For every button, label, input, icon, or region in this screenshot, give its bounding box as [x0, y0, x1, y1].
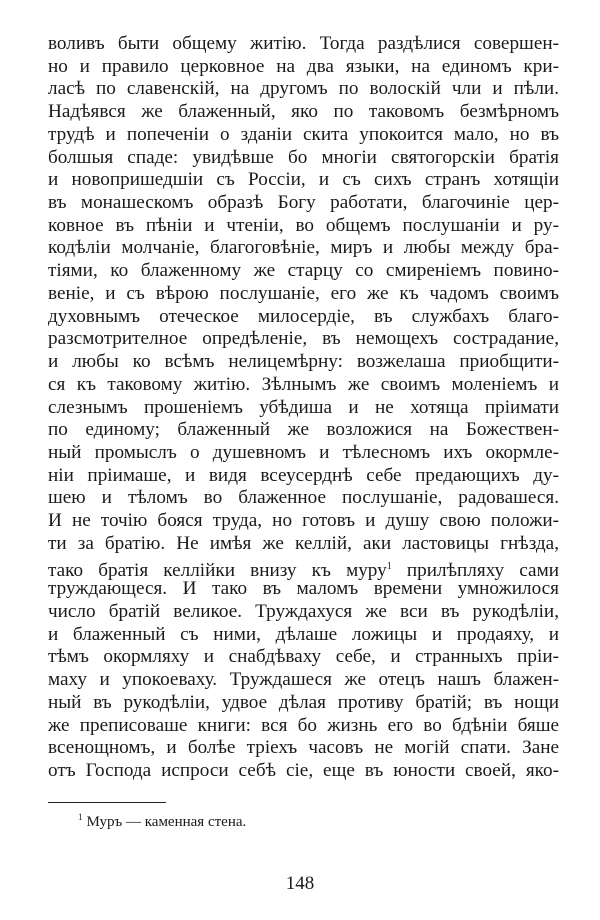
text-line — [48, 374, 559, 397]
text-line-content: ти за братію. Не имѣя же келлій, аки ластовицы гнѣзда, — [48, 532, 559, 554]
text-line — [48, 737, 559, 760]
text-line — [48, 533, 559, 556]
text-line-content: тако братія келлійки внизу къ муру — [48, 559, 387, 581]
text-line — [48, 33, 559, 56]
text-line-content: но и правило церковное на два языки, на единомъ кри- — [48, 55, 559, 77]
text-line — [48, 215, 559, 238]
text-line — [48, 487, 559, 510]
text-line — [48, 124, 559, 147]
footnote — [78, 812, 246, 831]
text-line — [48, 328, 559, 351]
text-line — [48, 692, 559, 715]
footnote-reference[interactable]: 1 — [386, 560, 392, 572]
text-line-content: кодѣліи молчаніе, благоговѣніе, миръ и любы между бра- — [48, 237, 559, 259]
text-line-content: число братій великое. Труждахуся же вси въ рукодѣліи, — [48, 600, 559, 622]
text-line-content: тіями, ко блаженному же старцу со смиреніемъ повино- — [48, 260, 559, 282]
text-line — [48, 601, 559, 624]
text-line — [48, 715, 559, 738]
text-line — [48, 101, 559, 124]
text-line — [48, 556, 559, 579]
body-text — [48, 33, 559, 783]
text-line — [48, 578, 559, 601]
text-line-content: маху и упокоеваху. Труждашеся же отецъ нашъ блажен- — [48, 669, 559, 691]
text-line — [48, 56, 559, 79]
text-line — [48, 169, 559, 192]
text-line-content: воливъ быти общему житію. Тогда раздѣлися совершен- — [48, 33, 559, 54]
text-line — [48, 237, 559, 260]
footnote-marker: 1 — [78, 812, 83, 822]
text-line-content: ласѣ по славенскій, на другомъ по волоскій чли и пѣли. — [48, 78, 559, 100]
text-line-content: слезнымъ прошеніемъ убѣдиша и не хотяща пріимати — [48, 396, 559, 418]
text-line — [48, 147, 559, 170]
text-line-content: ный въ рукодѣліи, удвое дѣлая противу братій; въ нощи — [48, 691, 559, 713]
text-line-content: же преписоваше книги: вся бо жизнь его во бдѣніи бяше — [48, 714, 559, 736]
text-line — [48, 760, 559, 783]
text-line-content: труждающеся. И тако въ маломъ времени умножилося — [48, 578, 559, 600]
text-line-content: И не точію бояся труда, но готовъ и душу свою положи- — [48, 510, 559, 532]
text-line-content: духовнымъ отеческое милосердіе, въ службахъ благо- — [48, 305, 559, 327]
text-line-content: Надѣявся же блаженный, яко по таковомъ безмѣрномъ — [48, 101, 559, 123]
text-line — [48, 192, 559, 215]
text-line-content: всенощномъ, и болѣе тріехъ часовъ не могій спати. Зане — [48, 737, 559, 759]
text-line-content: отъ Господа испроси себѣ сіе, еще въ юности своей, яко- — [48, 760, 559, 781]
text-line — [48, 465, 559, 488]
text-line-content: по единому; блаженный же возложися на Божествен- — [48, 419, 559, 441]
text-line-content: и новопришедшіи съ Россіи, и съ сихъ странъ хотящіи — [48, 169, 559, 191]
text-line-content: и блаженный съ ними, дѣлаше ложицы и продаяху, и — [48, 623, 559, 645]
text-line-content: тѣмъ окормляху и снабдѣваху себе, и странныхъ пріи- — [48, 646, 559, 668]
text-line-content: трудѣ и попеченіи о зданіи скита упокоится мало, но въ — [48, 123, 559, 145]
text-line — [48, 351, 559, 374]
text-line — [48, 669, 559, 692]
text-line — [48, 260, 559, 283]
text-line — [48, 624, 559, 647]
text-line — [48, 419, 559, 442]
text-line-content: ніи пріимаше, и видя всеусерднѣ себе предающихъ ду- — [48, 464, 559, 486]
footnote-text: Муръ — каменная стена. — [86, 814, 247, 830]
text-line — [48, 306, 559, 329]
text-line — [48, 283, 559, 306]
text-line-content: шею и тѣломъ во блаженное послушаніе, радовашеся. — [48, 487, 559, 509]
text-line-content: разсмотрителное опредѣленіе, въ немощехъ сострадание, — [48, 328, 559, 350]
text-line-content: ный промыслъ о душевномъ и тѣлесномъ ихъ окормле- — [48, 441, 559, 463]
text-line — [48, 78, 559, 101]
text-line-content: ковное въ пѣніи и чтеніи, во общемъ послушаніи и ру- — [48, 214, 559, 236]
text-line-content: въ монашескомъ образѣ Богу работати, благочиніе цер- — [48, 192, 559, 214]
text-line — [48, 510, 559, 533]
text-line-content: прилѣпляху сами — [406, 559, 559, 581]
text-line-content: болшыя спаде: увидѣвше бо многіи святогорскіи братія — [48, 146, 559, 168]
text-line-content: веніе, и съ вѣрою послушаніе, его же къ чадомъ своимъ — [48, 282, 559, 304]
text-line — [48, 397, 559, 420]
text-line — [48, 442, 559, 465]
page-number: 148 — [285, 873, 315, 894]
text-line-content: и любы ко всѣмъ нелицемѣрну: возжелаша приобщити- — [48, 351, 559, 373]
footnote-divider — [48, 802, 166, 803]
text-line-content: ся къ таковому житію. Зѣлнымъ же своимъ моленіемъ и — [48, 373, 559, 395]
text-line — [48, 646, 559, 669]
